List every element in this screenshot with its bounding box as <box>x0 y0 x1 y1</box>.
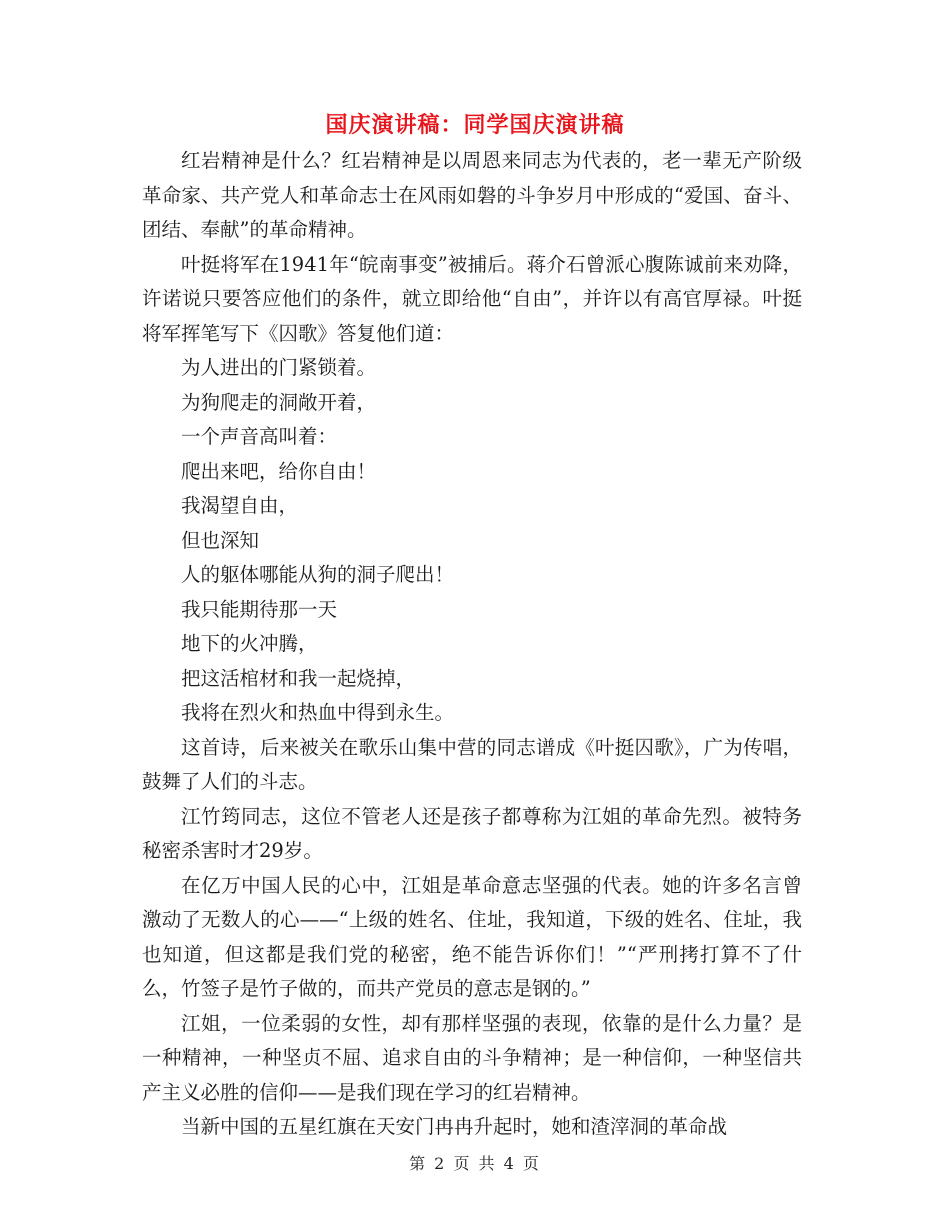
poem-line: 为人进出的门紧锁着。 <box>181 356 377 379</box>
poem-line: 我将在烈火和热血中得到永生。 <box>181 701 455 724</box>
poem-line: 但也深知 <box>181 528 260 552</box>
poem-line: 把这活棺材和我一起烧掉， <box>181 666 416 690</box>
poem-line: 爬出来吧，给你自由！ <box>181 459 377 483</box>
paragraph: 江姐，一位柔弱的女性，却有那样坚强的表现，依靠的是什么力量？是一种精神，一种坚贞不屈、追求自由的斗争精神；是一种信仰，一种坚信共产主义必胜的信仰——是我们现在学习的红岩精神。 <box>142 1011 802 1104</box>
poem-line: 一个声音高叫着： <box>181 425 338 448</box>
poem-line: 人的躯体哪能从狗的洞子爬出！ <box>181 563 455 586</box>
paragraph: 这首诗，后来被关在歌乐山集中营的同志谱成《叶挺囚歌》，广为传唱，鼓舞了人们的斗志。 <box>142 735 802 793</box>
poem-line: 地下的火冲腾， <box>181 632 318 655</box>
paragraph: 红岩精神是什么？红岩精神是以周恩来同志为代表的，老一辈无产阶级革命家、共产党人和革命志士在风雨如磐的斗争岁月中形成的“爱国、奋斗、团结、奉献”的革命精神。 <box>142 149 802 241</box>
poem-line: 我只能期待那一天 <box>181 597 338 621</box>
paragraph: 叶挺将军在1941年“皖南事变”被捕后。蒋介石曾派心腹陈诚前来劝降，许诺说只要答应他们的条件，就立即给他“自由”，并许以有高官厚禄。叶挺将军挥笔写下《囚歌》答复他们道： <box>142 252 802 345</box>
document-title: 国庆演讲稿：同学国庆演讲稿 <box>325 112 625 138</box>
paragraph: 江竹筠同志，这位不管老人还是孩子都尊称为江姐的革命先烈。被特务秘密杀害时才29岁。 <box>142 804 802 862</box>
poem-line: 为狗爬走的洞敞开着， <box>181 390 377 414</box>
page-number-footer: 第 2 页 共 4 页 <box>409 1154 541 1173</box>
document-body <box>142 144 802 1145</box>
poem-line: 我渴望自由， <box>181 494 299 517</box>
paragraph: 当新中国的五星红旗在天安门冉冉升起时，她和渣滓洞的革命战 <box>181 1115 728 1138</box>
paragraph: 在亿万中国人民的心中，江姐是革命意志坚强的代表。她的许多名言曾激动了无数人的心——“上级的姓名、住址，我知道，下级的姓名、住址，我也知道，但这都是我们党的秘密，绝不能告诉你们！”“严刑拷打算不了什么，竹签子是竹子做的，而共产党员的意志是钢的。” <box>142 873 802 1000</box>
